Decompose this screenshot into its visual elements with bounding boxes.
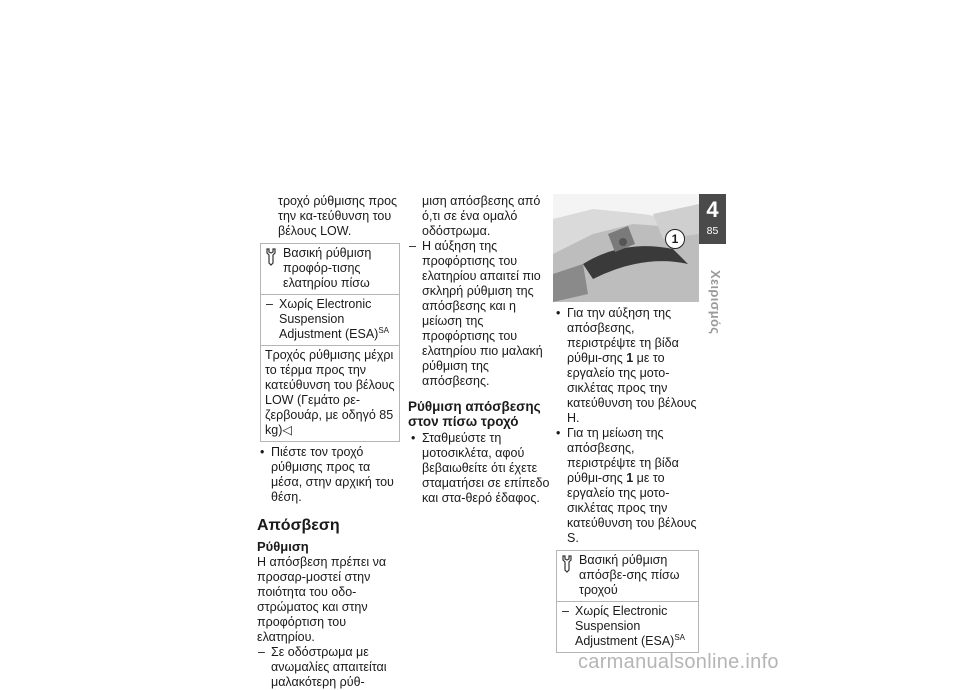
wrench-icon	[265, 246, 283, 291]
bullet-step: • Για την αύξηση της απόσβεσης, περιστρέψτε τη βίδα ρύθμι-σης 1 με το εργαλείο της μοτο-σικλέτας προς την κατεύθυνση του βέλους H.	[553, 306, 699, 426]
column-3	[553, 194, 699, 656]
bullet-step: • Πιέστε τον τροχό ρύθμισης προς τα μέσα, στην αρχική του θέση.	[257, 445, 400, 505]
chapter-number: 4	[706, 197, 719, 222]
wrench-icon	[561, 553, 579, 598]
watermark: carmanualsonline.info	[578, 651, 779, 673]
spec-title: Βασική ρύθμιση προφόρ-τισης ελατηρίου πίσω	[283, 246, 372, 290]
bullet-step: • Για τη μείωση της απόσβεσης, περιστρέψτε τη βίδα ρύθμι-σης 1 με το εργαλείο της μοτο-σικλέτας προς την κατεύθυνση του βέλους S.	[553, 426, 699, 546]
column-1	[257, 194, 400, 690]
subsection-heading: Ρύθμιση απόσβεσης στον πίσω τροχό	[408, 399, 541, 429]
spec-variant: – Χωρίς Electronic Suspension Adjustment (ESA)$^{SA}$	[265, 297, 395, 342]
spec-variant: – Χωρίς Electronic Suspension Adjustment (ESA)$^{SA}$	[561, 604, 694, 649]
dash-item: – Σε οδόστρωμα με ανωμαλίες απαιτείται μαλακότερη ρύθ-	[257, 645, 400, 690]
sa-superscript: SA	[674, 632, 686, 642]
sa-superscript: SA	[378, 325, 390, 335]
page-number: 85	[706, 225, 719, 237]
bullet-step: • Σταθμεύστε τη μοτοσικλέτα, αφού βεβαιωθείτε ότι έχετε σταματήσει σε επίπεδο και στα-θερό έδαφος.	[408, 431, 551, 506]
text-continuation: τροχό ρύθμισης προς την κα-τεύθυνση του βέλους LOW.	[278, 194, 398, 238]
dash-item: – Η αύξηση της προφόρτισης του ελατηρίου απαιτεί πιο σκληρή ρύθμιση της απόσβεσης και η μείωση της προφόρτισης του ελατηρίου πιο μαλακή ρύθμιση της απόσβεσης.	[408, 239, 551, 389]
paragraph: Η απόσβεση πρέπει να προσαρ-μοστεί στην ποιότητα του οδο-στρώματος και στην προφόρτιση του ελατηρίου.	[257, 555, 387, 644]
chapter-title-vertical: Χειρισμός	[708, 270, 723, 335]
spec-box-spring-preload	[260, 243, 400, 442]
spec-box-damping	[556, 550, 699, 653]
chapter-tab	[699, 194, 726, 244]
subsection-heading: Ρύθμιση	[257, 539, 309, 554]
photo-rear-damper	[553, 194, 699, 302]
callout-1: 1	[665, 229, 685, 249]
section-heading: Απόσβεση	[257, 517, 340, 534]
text-continuation: μιση απόσβεσης από ό,τι σε ένα ομαλό οδόστρωμα.	[422, 194, 541, 238]
spec-value: Τροχός ρύθμισης μέχρι το τέρμα προς την κατεύθυνση του βέλους LOW (Γεμάτο ρε-ζερβουάρ, με οδηγό 85 kg)◁	[261, 345, 399, 441]
spec-title: Βασική ρύθμιση απόσβε-σης πίσω τροχού	[579, 553, 680, 597]
column-2	[408, 194, 551, 506]
